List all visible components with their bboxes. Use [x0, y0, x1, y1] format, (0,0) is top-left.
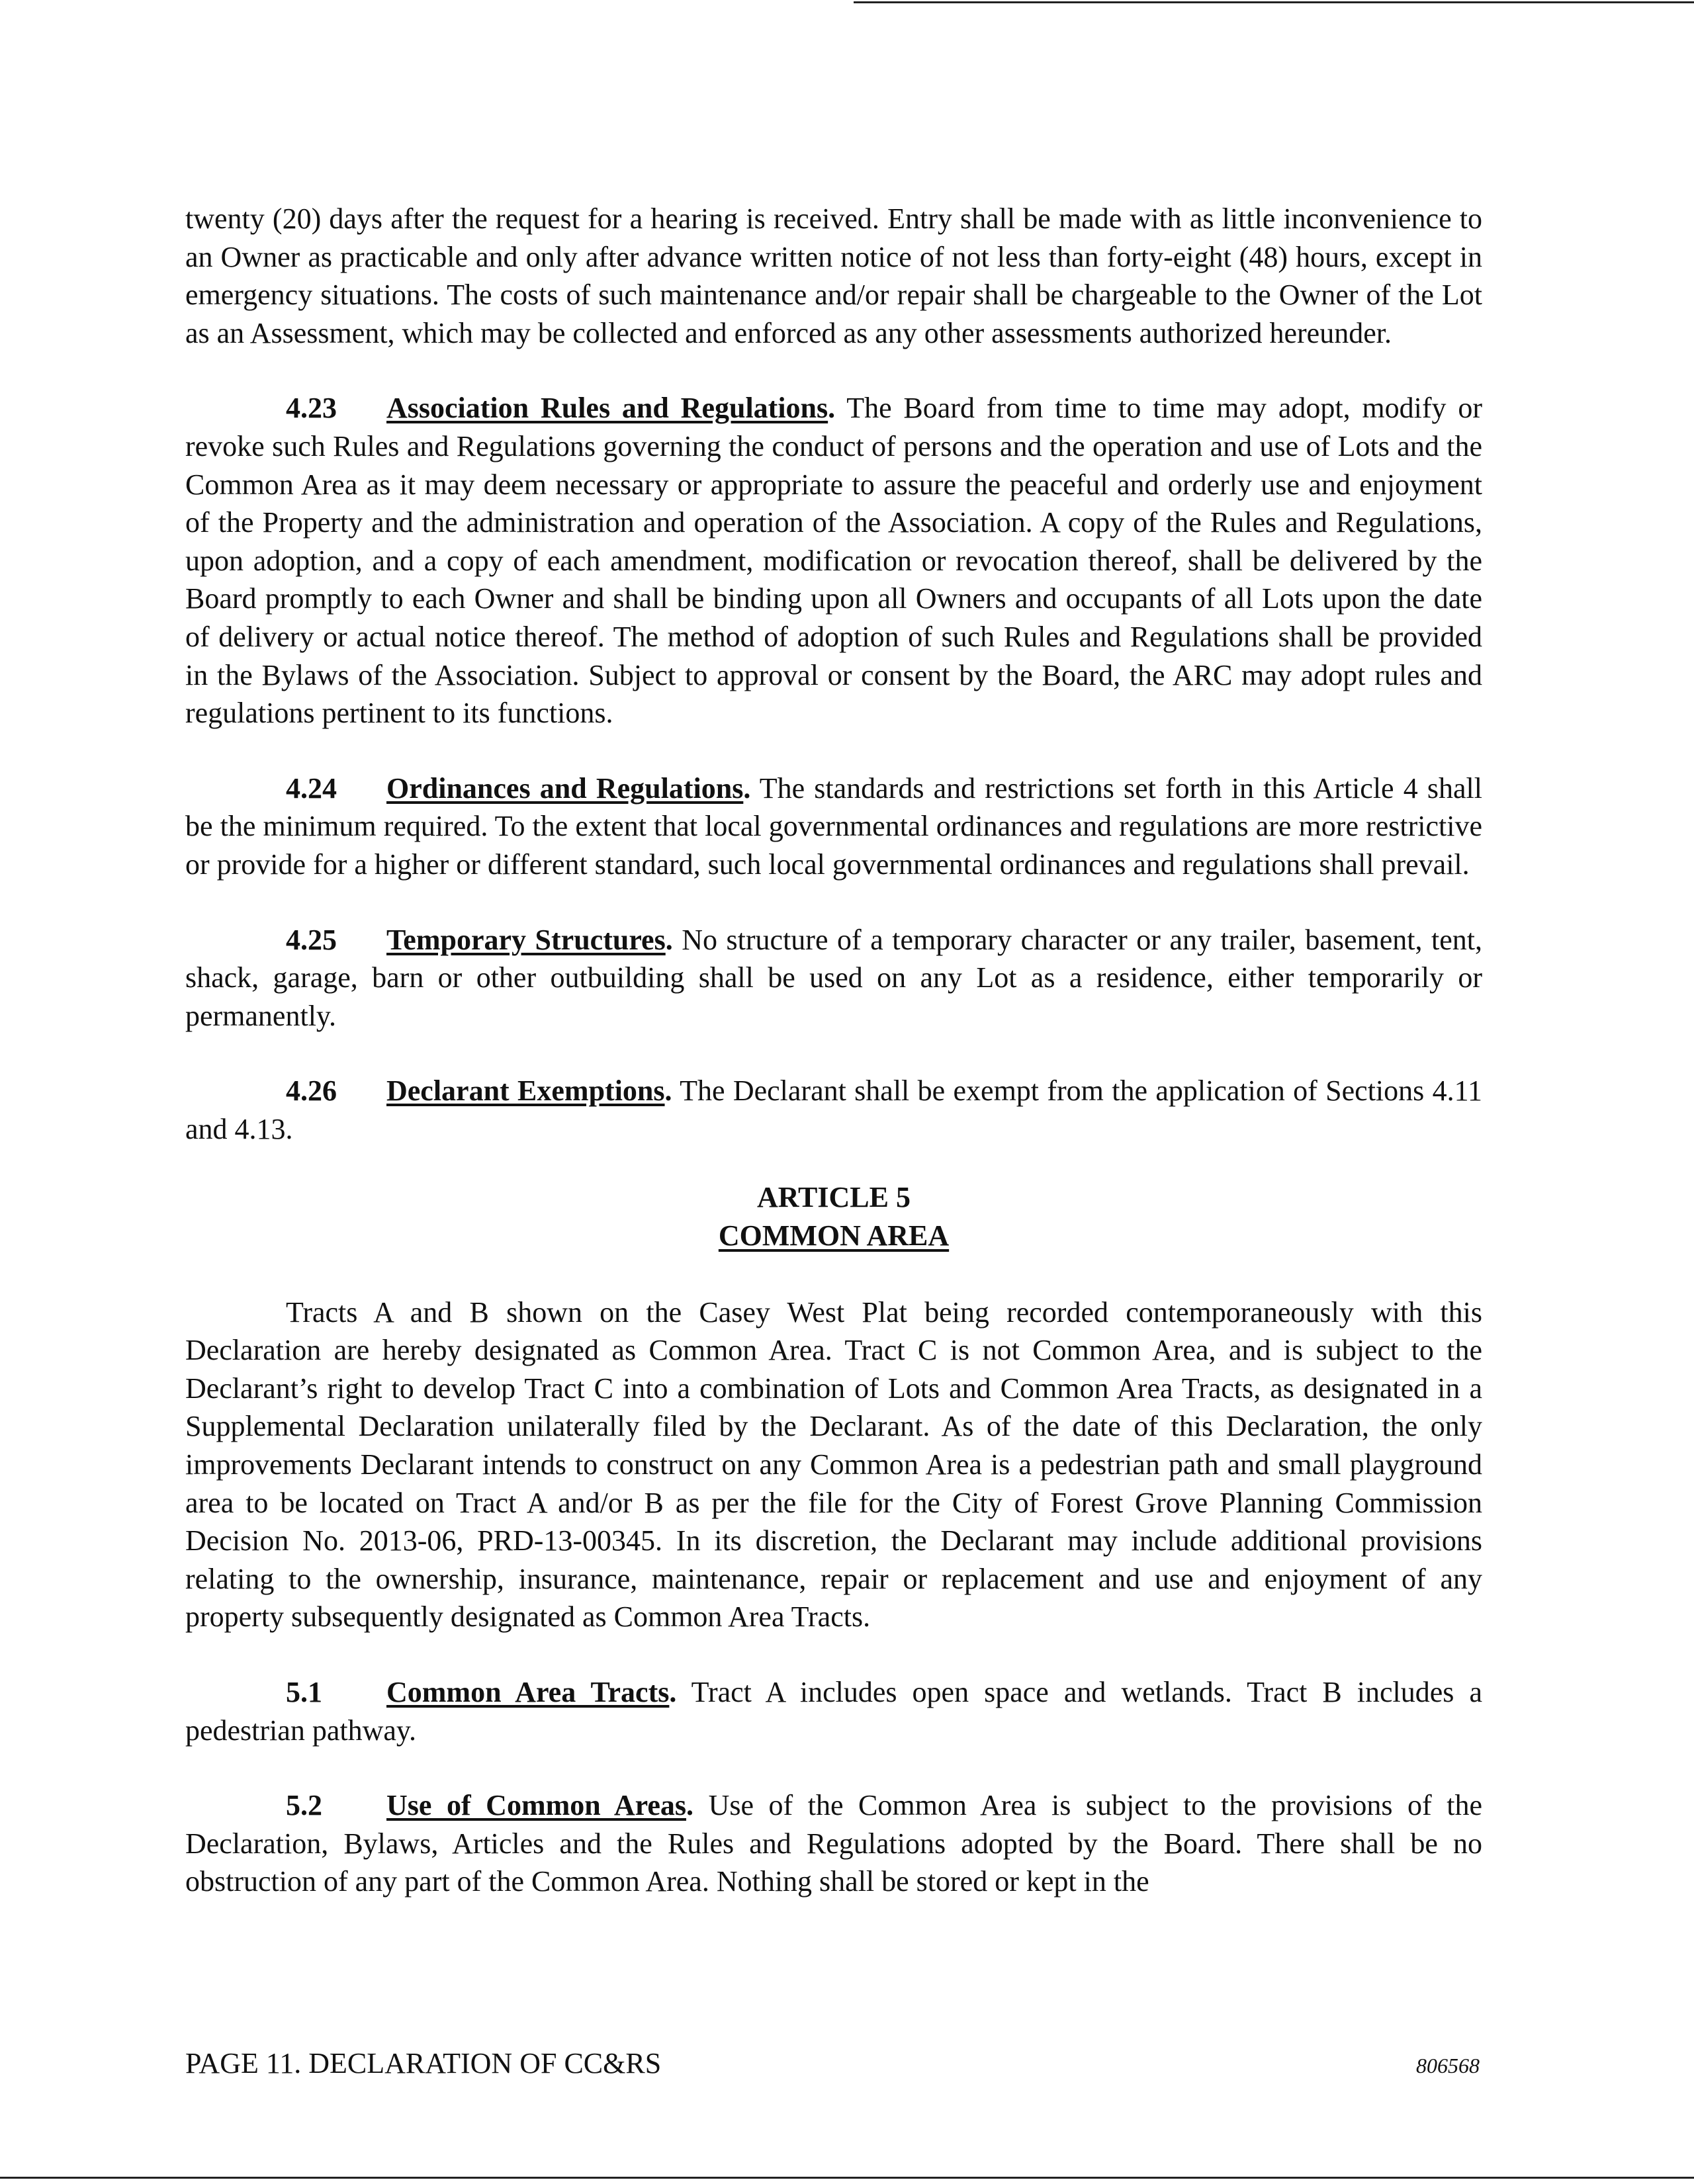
section-title-period: .: [743, 771, 751, 805]
article-5-heading: [185, 1178, 1482, 1254]
footer-document-number: 806568: [1416, 2054, 1480, 2077]
section-5-1: [185, 1673, 1482, 1749]
section-4-26: [185, 1072, 1482, 1148]
section-title: Declarant Exemptions: [386, 1074, 665, 1108]
document-page: [185, 200, 1482, 1938]
section-number: 4.23: [286, 392, 337, 425]
continuation-paragraph: twenty (20) days after the request for a hearing is received. Entry shall be made with as little inconvenience to an Owner as practicable and only after advance written notice of not less than forty-eight (48) hours, except in emergency situations. The costs of such maintenance and/or repair shall be chargeable to the Owner of the Lot as an Assessment, which may be collected and enforced as any other assessments authorized hereunder.: [185, 202, 1482, 349]
section-title: Association Rules and Regulations: [386, 392, 828, 425]
section-number: 4.25: [286, 923, 337, 956]
bottom-edge-rule: [0, 2177, 1694, 2179]
section-title: Temporary Structures: [386, 923, 666, 956]
section-4-23: [185, 389, 1482, 732]
article-title: COMMON AREA: [718, 1219, 950, 1252]
section-4-25: [185, 921, 1482, 1035]
section-title: Ordinances and Regulations: [386, 771, 744, 805]
section-title-period: .: [669, 1676, 677, 1708]
section-number: 5.2: [286, 1789, 322, 1822]
section-title-period: .: [828, 392, 836, 425]
section-number: 5.1: [286, 1676, 322, 1708]
section-body: The Declarant shall be exempt from the application of Sections 4.11 and 4.13.: [185, 1074, 1482, 1145]
article-number: ARTICLE 5: [757, 1181, 911, 1214]
section-body: Use of the Common Area is subject to the provisions of the Declaration, Bylaws, Articles and the Rules and Regulations adopted by the Board. There shall be no obstruction of any part of the Common Area. Nothing shall be stored or kept in the: [185, 1789, 1482, 1898]
section-number: 4.24: [286, 771, 337, 805]
section-5-2: [185, 1786, 1482, 1901]
section-number: 4.26: [286, 1074, 337, 1108]
section-body: The standards and restrictions set forth in this Article 4 shall be the minimum required. To the extent that local governmental ordinances and regulations are more restrictive or provide for a higher or different standard, such local governmental ordinances and regulations shall prevail.: [185, 771, 1483, 881]
footer-page-label: PAGE 11. DECLARATION OF CC&RS: [185, 2047, 662, 2079]
section-title-period: .: [686, 1789, 694, 1822]
section-body: No structure of a temporary character or any trailer, basement, tent, shack, garage, barn or other outbuilding shall be used on any Lot as a residence, either temporarily or permanently.: [185, 923, 1482, 1032]
section-title: Common Area Tracts: [386, 1676, 670, 1708]
top-edge-rule: [854, 1, 1694, 3]
section-title-period: .: [665, 923, 673, 956]
section-title-period: .: [664, 1074, 672, 1108]
section-body: Tract A includes open space and wetlands. Tract B includes a pedestrian pathway.: [185, 1676, 1482, 1747]
section-body: The Board from time to time may adopt, modify or revoke such Rules and Regulations governing the conduct of persons and the operation and use of Lots and the Common Area as it may deem necessary or appropriate to assure the peaceful and orderly use and enjoyment of the Property and the administration and operation of the Association. A copy of the Rules and Regulations, upon adoption, and a copy of each amendment, modification or revocation thereof, shall be delivered by the Board promptly to each Owner and shall be binding upon all Owners and occupants of all Lots upon the date of delivery or actual notice thereof. The method of adoption of such Rules and Regulations shall be provided in the Bylaws of the Association. Subject to approval or consent by the Board, the ARC may adopt rules and regulations pertinent to its functions.: [185, 392, 1482, 730]
article-5-intro: Tracts A and B shown on the Casey West Plat being recorded contemporaneously with this Declaration are hereby designated as Common Area. Tract C is not Common Area, and is subject to the Declarant’s right to develop Tract C into a combination of Lots and Common Area Tracts, as designated in a Supplemental Declaration unilaterally filed by the Declarant. As of the date of this Declaration, the only improvements Declarant intends to construct on any Common Area is a pedestrian path and small playground area to be located on Tract A and/or B as per the file for the City of Forest Grove Planning Commission Decision No. 2013-06, PRD-13-00345. In its discretion, the Declarant may include additional provisions relating to the ownership, insurance, maintenance, repair or replacement and use and enjoyment of any property subsequently designated as Common Area Tracts.: [185, 1295, 1482, 1634]
section-title: Use of Common Areas: [386, 1789, 687, 1822]
section-4-24: [185, 769, 1482, 884]
page-footer: [185, 2044, 1480, 2083]
